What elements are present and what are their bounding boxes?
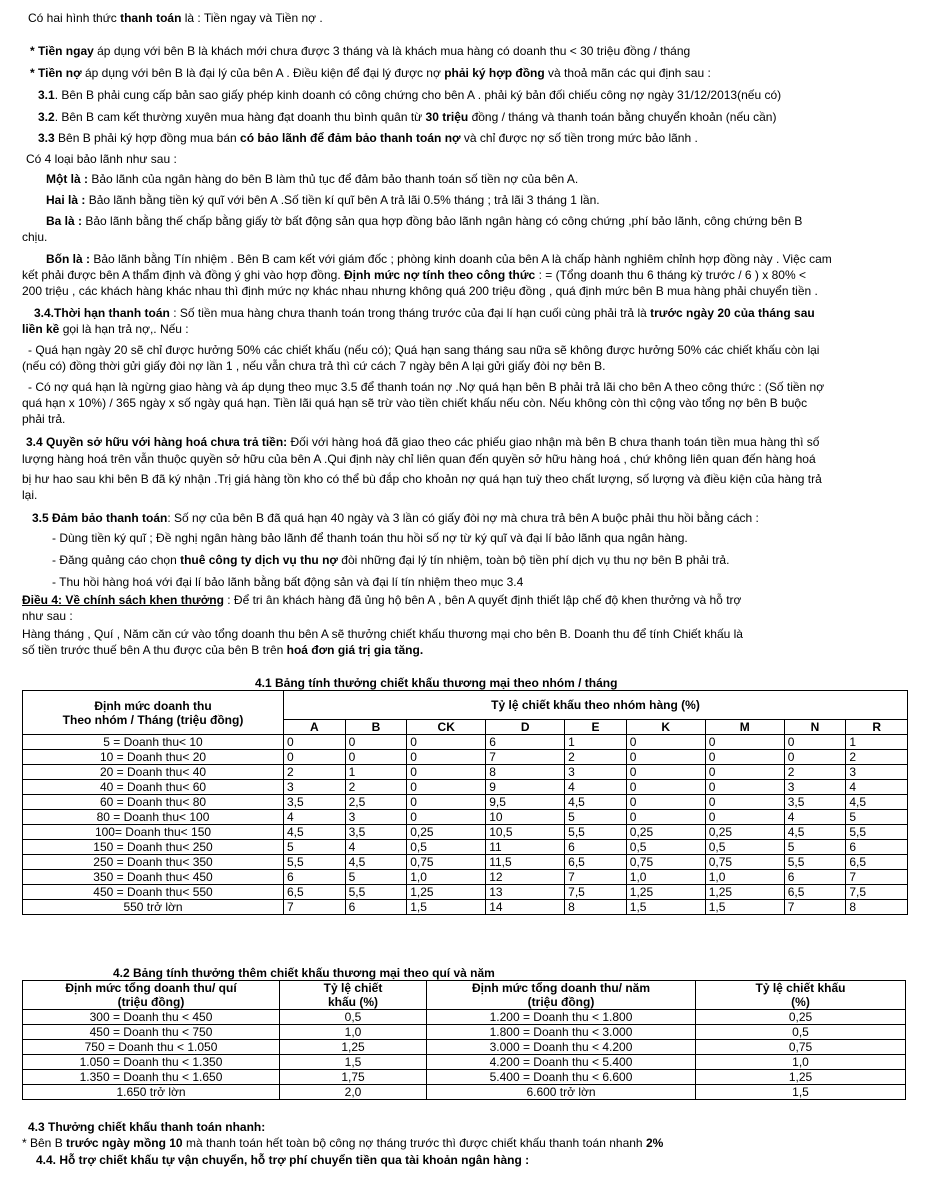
clause-number: 3.2 [38, 110, 55, 124]
revenue-band-cell: 450 = Doanh thu< 550 [23, 885, 284, 900]
text: Đối với hàng hoá đã giao theo các phiếu giao nhận mà bên B chưa thanh toán tiền mua hàng thì số [287, 435, 820, 449]
text-bold: phải ký hợp đồng [444, 66, 545, 80]
rate-cell: 5 [345, 870, 407, 885]
revenue-band-cell: 1.650 trở lờn [23, 1085, 280, 1100]
header-text: khấu (%) [327, 995, 378, 1009]
rate-cell: 2 [345, 780, 407, 795]
rate-cell: 7,5 [846, 885, 908, 900]
rate-cell: 7 [846, 870, 908, 885]
revenue-band-cell: 550 trở lờn [23, 900, 284, 915]
table-4-1 [22, 690, 908, 915]
ownership-line-4: lại. [22, 488, 38, 502]
rate-cell: 3 [784, 780, 846, 795]
rate-cell: 0 [784, 750, 846, 765]
recovery-item-3: - Thu hồi hàng hoá với đại lí bảo lãnh bằng bất động sản và đại lí tín nhiệm theo mục 3.4 [52, 575, 524, 589]
revenue-band-cell: 20 = Doanh thu< 40 [23, 765, 284, 780]
rate-cell: 0,5 [705, 840, 784, 855]
article-4-para-b [22, 643, 423, 658]
text: Bảo lãnh bằng thế chấp bằng giấy tờ bất động sản qua hợp đồng bảo lãnh ngân hàng có công chứng ,phí bảo lãnh, công chứng bên B [82, 214, 803, 228]
rate-cell: 1 [345, 765, 407, 780]
text-bold: liền kề [22, 322, 60, 336]
table-row [23, 1040, 906, 1055]
text-bold: 30 triệu [425, 110, 469, 124]
text-bold: 3.4.Thời hạn thanh toán [34, 306, 170, 320]
text: : Số tiền mua hàng chưa thanh toán trong tháng trước của đại lí hạn cuối cùng phải trả là [169, 306, 651, 320]
table-row [23, 825, 908, 840]
text-bold: thuê công ty dịch vụ thu nợ [180, 553, 338, 567]
text: : Số nợ của bên B đã quá hạn 40 ngày và 3 lần có giấy đòi nợ mà chưa trả bên A buộc phải thu hồi bằng cách : [167, 511, 759, 525]
text-bold: thanh toán [120, 11, 182, 25]
guarantee-four [46, 252, 832, 267]
rate-cell: 0 [626, 750, 705, 765]
rate-cell: 1,25 [407, 885, 486, 900]
table-row [23, 1085, 906, 1100]
rate-cell: 3 [565, 765, 627, 780]
text: đòi những đại lý tín nhiệm, toàn bộ tiền phí dịch vụ thu nợ bên B phải trả. [337, 553, 730, 567]
rate-cell: 11,5 [486, 855, 565, 870]
text: : Để tri ân khách hàng đã ủng hộ bên A , bên A quyết định thiết lập chế độ khen thưởng và hỗ trợ [223, 593, 742, 607]
rate-cell: 3 [345, 810, 407, 825]
rate-cell: 0 [705, 735, 784, 750]
section-3-4-term-cont [22, 322, 189, 337]
rate-cell: 0 [407, 810, 486, 825]
text: Bên B phải ký hợp đồng mua bán [54, 131, 241, 145]
rate-cell: 0 [705, 810, 784, 825]
article-4-line2: như sau : [22, 609, 73, 623]
revenue-band-cell: 80 = Doanh thu< 100 [23, 810, 284, 825]
revenue-band-cell: 100= Doanh thu< 150 [23, 825, 284, 840]
rate-cell: 1,0 [696, 1055, 906, 1070]
rate-cell: 6 [565, 840, 627, 855]
payment-forms-line [28, 11, 323, 26]
credit-line [30, 66, 711, 81]
clause-number: 3.1 [38, 88, 55, 102]
clause-3-3 [38, 131, 698, 146]
text: là : Tiền ngay và Tiền nợ . [181, 11, 323, 25]
cash-now-line [30, 44, 690, 59]
rate-cell: 0,75 [705, 855, 784, 870]
text: . Bên B cam kết thường xuyên mua hàng đạt doanh thu bình quân từ [54, 110, 426, 124]
revenue-band-cell: 150 = Doanh thu< 250 [23, 840, 284, 855]
header-text: (%) [791, 995, 810, 1009]
rate-cell: 1,25 [705, 885, 784, 900]
rate-cell: 0 [407, 795, 486, 810]
rate-cell: 9 [486, 780, 565, 795]
table-row [23, 780, 908, 795]
rate-cell: 4,5 [345, 855, 407, 870]
rate-cell: 1,5 [696, 1085, 906, 1100]
rate-cell: 5 [284, 840, 346, 855]
rate-cell: 7,5 [565, 885, 627, 900]
rate-cell: 0 [345, 735, 407, 750]
section-3-4-ownership [26, 435, 819, 450]
header-quarter-rate [280, 981, 427, 1010]
text-bold: Bốn là : [46, 252, 90, 266]
revenue-band-cell: 60 = Doanh thu< 80 [23, 795, 284, 810]
header-text: Định mức tổng doanh thu/ quí [65, 981, 237, 995]
rate-cell: 0,25 [705, 825, 784, 840]
rate-cell: 4 [784, 810, 846, 825]
rate-cell: 4 [846, 780, 908, 795]
text: - Đăng quảng cáo chọn [52, 553, 181, 567]
group-header-cell: B [345, 720, 407, 735]
rate-cell: 2 [784, 765, 846, 780]
revenue-band-cell: 450 = Doanh thu < 750 [23, 1025, 280, 1040]
table-row [23, 1025, 906, 1040]
rate-cell: 6 [846, 840, 908, 855]
table-4-2 [22, 980, 906, 1100]
rate-cell: 0 [284, 750, 346, 765]
rate-cell: 0 [407, 780, 486, 795]
revenue-band-cell: 6.600 trở lờn [427, 1085, 696, 1100]
rate-cell: 0 [626, 735, 705, 750]
header-text: Tỷ lệ chiết [323, 981, 383, 995]
recovery-item-1: - Dùng tiền ký quĩ ; Đề nghị ngân hàng bảo lãnh để thanh toán thu hồi số nợ từ ký quĩ và đại lí bảo lãnh qua ngân hàng. [52, 531, 688, 545]
revenue-band-cell: 5 = Doanh thu< 10 [23, 735, 284, 750]
text: . Bên B phải cung cấp bản sao giấy phép kinh doanh có công chứng cho bên A . phải ký bản đối chiếu công nợ ngày 31/12/2013(nếu có) [54, 88, 782, 102]
text: áp dụng với bên B là khách mới chưa được 3 tháng và là khách mua hàng có doanh thu < 30 triệu đồng / tháng [93, 44, 691, 58]
rate-cell: 2 [284, 765, 346, 780]
rate-cell: 0,25 [696, 1010, 906, 1025]
ownership-line-2: lượng hàng hoá trên vẫn thuộc quyền sở hữu của bên A .Qui định này chỉ liên quan đến quyền sở hữu hàng hoá , chứ không liên quan đến hàng hoá [22, 452, 816, 466]
rate-cell: 7 [284, 900, 346, 915]
article-title: Điều 4: Về chính sách khen thưởng [22, 593, 224, 607]
rate-cell: 7 [784, 900, 846, 915]
rate-cell: 5 [846, 810, 908, 825]
table-4-2-title: 4.2 Bảng tính thưởng thêm chiết khấu thương mại theo quí và năm [113, 966, 495, 980]
revenue-band-cell: 1.800 = Doanh thu < 3.000 [427, 1025, 696, 1040]
group-header-cell: E [565, 720, 627, 735]
table-row [23, 870, 908, 885]
header-text: Tỷ lệ chiết khấu [755, 981, 846, 995]
text-bold: Ba là : [46, 214, 83, 228]
revenue-band-cell: 1.350 = Doanh thu < 1.650 [23, 1070, 280, 1085]
rate-cell: 6 [345, 900, 407, 915]
revenue-band-cell: 750 = Doanh thu < 1.050 [23, 1040, 280, 1055]
text: gọi là hạn trả nợ,. Nếu : [59, 322, 189, 336]
article-4-para-a: Hàng tháng , Quí , Năm căn cứ vào tổng doanh thu bên A sẽ thưởng chiết khấu thương mại cho bên B. Doanh thu để tính Chiết khấu là [22, 627, 743, 641]
rate-cell: 0 [626, 810, 705, 825]
section-3-5 [32, 511, 759, 526]
table-row [23, 885, 908, 900]
rate-cell: 2,5 [345, 795, 407, 810]
rate-cell: 0,5 [280, 1010, 427, 1025]
rate-cell: 5,5 [565, 825, 627, 840]
text: mà thanh toán hết toàn bộ công nợ tháng trước thì được chiết khấu thanh toán nhanh [182, 1136, 646, 1150]
rate-cell: 6,5 [284, 885, 346, 900]
revenue-band-cell: 40 = Doanh thu< 60 [23, 780, 284, 795]
rate-cell: 12 [486, 870, 565, 885]
rate-cell: 3,5 [784, 795, 846, 810]
rate-cell: 0,75 [407, 855, 486, 870]
header-text: (triệu đồng) [117, 995, 185, 1009]
rate-cell: 0,5 [407, 840, 486, 855]
text-bold: Định mức nợ tính theo công thức [344, 268, 536, 282]
rate-cell: 1,5 [626, 900, 705, 915]
rate-cell: 8 [486, 765, 565, 780]
rate-cell: 0 [345, 750, 407, 765]
text-bold: 3.5 Đảm bảo thanh toán [32, 511, 168, 525]
rate-cell: 1,0 [280, 1025, 427, 1040]
rate-cell: 1,0 [407, 870, 486, 885]
clause-number: 3.3 [38, 131, 55, 145]
revenue-band-cell: 10 = Doanh thu< 20 [23, 750, 284, 765]
recovery-item-2 [52, 553, 729, 568]
table-4-1-title: 4.1 Bảng tính thưởng chiết khấu thương mại theo nhóm / tháng [255, 676, 618, 690]
rate-cell: 3,5 [345, 825, 407, 840]
rate-cell: 0 [705, 780, 784, 795]
guarantee-three-cont: chịu. [22, 230, 48, 244]
rate-cell: 0 [784, 735, 846, 750]
rate-cell: 3 [284, 780, 346, 795]
table-row [23, 1010, 906, 1025]
clause-3-2 [38, 110, 776, 125]
guarantee-two [46, 193, 600, 208]
rate-cell: 5 [784, 840, 846, 855]
rate-cell: 0,5 [626, 840, 705, 855]
table-row [23, 855, 908, 870]
overdue-para-2-a: - Có nợ quá hạn là ngừng giao hàng và áp dụng theo mục 3.5 để thanh toán nợ .Nợ quá hạn bên B phải trả lãi cho bên A theo công thức : (Số tiền nợ [28, 380, 825, 394]
rate-cell: 5,5 [784, 855, 846, 870]
rate-cell: 0 [626, 780, 705, 795]
rate-cell: 0 [407, 765, 486, 780]
rate-cell: 1,5 [407, 900, 486, 915]
rate-cell: 4 [565, 780, 627, 795]
section-3-4-term [34, 306, 815, 321]
rate-cell: 1 [846, 735, 908, 750]
rate-cell: 0 [705, 750, 784, 765]
text: và thoả mãn các qui định sau : [544, 66, 711, 80]
overdue-para-2-b: quá hạn x 10%) / 365 ngày x số ngày quá hạn. Tiền lãi quá hạn sẽ trừ vào tiền chiết khấu nếu còn. Nếu không còn thì cộng vào tổng nợ bên B buộc [22, 396, 808, 410]
rate-cell: 0 [705, 795, 784, 810]
guarantee-heading: Có 4 loại bảo lãnh như sau : [26, 152, 177, 166]
rate-cell: 6,5 [846, 855, 908, 870]
rate-cell: 5,5 [846, 825, 908, 840]
header-revenue-norm [23, 691, 284, 735]
table-row [23, 840, 908, 855]
rate-cell: 5 [565, 810, 627, 825]
rate-cell: 0 [407, 750, 486, 765]
overdue-para-1-a: - Quá hạn ngày 20 sẽ chỉ được hưởng 50% các chiết khấu (nếu có); Quá hạn sang tháng sau nữa sẽ không được hưởng 50% các chiết khấu còn lại [28, 343, 820, 357]
rate-cell: 0,75 [626, 855, 705, 870]
overdue-para-2-c: phải trả. [22, 412, 66, 426]
revenue-band-cell: 300 = Doanh thu < 450 [23, 1010, 280, 1025]
section-4-3-text [22, 1136, 663, 1151]
rate-cell: 6 [486, 735, 565, 750]
rate-cell: 13 [486, 885, 565, 900]
header-text: Theo nhóm / Tháng (triệu đồng) [62, 712, 244, 727]
section-4-3-title: 4.3 Thưởng chiết khấu thanh toán nhanh: [28, 1120, 266, 1134]
table-row [23, 1070, 906, 1085]
text: kết phải được bên A thẩm định và đồng ý ghi vào hợp đồng. [22, 268, 344, 282]
text-bold: 2% [645, 1136, 664, 1150]
rate-cell: 3 [846, 765, 908, 780]
table-row [23, 735, 908, 750]
text-bold: Hai là : [46, 193, 86, 207]
rate-cell: 4,5 [284, 825, 346, 840]
rate-cell: 4,5 [784, 825, 846, 840]
revenue-band-cell: 1.050 = Doanh thu < 1.350 [23, 1055, 280, 1070]
rate-cell: 0 [626, 795, 705, 810]
revenue-band-cell: 4.200 = Doanh thu < 5.400 [427, 1055, 696, 1070]
revenue-band-cell: 5.400 = Doanh thu < 6.600 [427, 1070, 696, 1085]
text: và chỉ được nợ số tiền trong mức bảo lãnh . [460, 131, 698, 145]
table-row [23, 1055, 906, 1070]
rate-cell: 2 [565, 750, 627, 765]
text: Bảo lãnh bằng tiền ký quĩ với bên A .Số tiền kí quĩ bên A trả lãi 0.5% tháng ; trả lãi 3 tháng 1 lần. [85, 193, 600, 207]
rate-cell: 8 [565, 900, 627, 915]
revenue-band-cell: 3.000 = Doanh thu < 4.200 [427, 1040, 696, 1055]
text: Bảo lãnh của ngân hàng do bên B làm thủ tục để đảm bảo thanh toán số tiền nợ của bên A. [88, 172, 579, 186]
table-header-row [23, 981, 906, 1010]
rate-cell: 1,0 [705, 870, 784, 885]
rate-cell: 0 [626, 765, 705, 780]
table-row [23, 900, 908, 915]
rate-cell: 6,5 [565, 855, 627, 870]
rate-cell: 7 [565, 870, 627, 885]
guarantee-four-line2 [22, 268, 806, 283]
rate-cell: 2 [846, 750, 908, 765]
ownership-line-3: bị hư hao sau khi bên B đã ký nhận .Trị giá hàng tồn kho có thể bù đắp cho khoản nợ quá hạn tuỳ theo chất lượng, số lượng và điều kiện của hàng trả [22, 472, 822, 486]
group-header-cell: R [846, 720, 908, 735]
table-row [23, 810, 908, 825]
revenue-band-cell: 1.200 = Doanh thu < 1.800 [427, 1010, 696, 1025]
rate-cell: 1,0 [626, 870, 705, 885]
rate-cell: 1,25 [626, 885, 705, 900]
overdue-para-1-b: (nếu có) đồng thời gửi giấy đòi nợ lần 1 , nếu vẫn chưa trả thì cứ cách 7 ngày bên A lại gửi giấy đòi nợ bên B. [22, 359, 606, 373]
rate-cell: 1,5 [705, 900, 784, 915]
group-header-cell: N [784, 720, 846, 735]
rate-cell: 1,75 [280, 1070, 427, 1085]
rate-cell: 4,5 [565, 795, 627, 810]
text: áp dụng với bên B là đại lý của bên A . Điều kiện để đại lý được nợ [81, 66, 445, 80]
section-4-4-title: 4.4. Hỗ trợ chiết khấu tự vận chuyển, hỗ trợ phí chuyển tiền qua tài khoản ngân hàng : [36, 1153, 530, 1167]
rate-cell: 0 [284, 735, 346, 750]
rate-cell: 0,25 [407, 825, 486, 840]
text-bold: * Tiền nợ [30, 66, 82, 80]
table-row [23, 765, 908, 780]
rate-cell: 0 [407, 735, 486, 750]
text-bold: có bảo lãnh để đảm bảo thanh toán nợ [240, 131, 461, 145]
group-header-cell: K [626, 720, 705, 735]
header-quarter-norm [23, 981, 280, 1010]
rate-cell: 1,25 [280, 1040, 427, 1055]
guarantee-four-line3: 200 triệu , các khách hàng khác nhau thì định mức nợ khác nhau nhưng không quá 200 triệu đồng , quá định mức bên B mua hàng phải chuyển tiền . [22, 284, 818, 298]
text: đồng / tháng và thanh toán bằng chuyển khoản (nếu cần) [468, 110, 777, 124]
group-header-cell: A [284, 720, 346, 735]
text-bold: trước ngày mồng 10 [66, 1136, 183, 1150]
rate-cell: 8 [846, 900, 908, 915]
group-header-cell: D [486, 720, 565, 735]
header-text: (triệu đồng) [527, 995, 595, 1009]
rate-cell: 1,25 [696, 1070, 906, 1085]
rate-cell: 1 [565, 735, 627, 750]
rate-cell: 0 [705, 765, 784, 780]
rate-cell: 6 [784, 870, 846, 885]
rate-cell: 10 [486, 810, 565, 825]
rate-cell: 14 [486, 900, 565, 915]
text: : = (Tổng doanh thu 6 tháng kỳ trước / 6 ) x 80% < [535, 268, 806, 282]
rate-cell: 0,5 [696, 1025, 906, 1040]
text: * Bên B [22, 1136, 67, 1150]
rate-cell: 10,5 [486, 825, 565, 840]
text: số tiền trước thuế bên A thu được của bên B trên [22, 643, 287, 657]
rate-cell: 1,5 [280, 1055, 427, 1070]
text: Bảo lãnh bằng Tín nhiệm . Bên B cam kết với giám đốc ; phòng kinh doanh của bên A là chấp hành nghiêm chỉnh hợp đồng này . Việc cam [90, 252, 832, 266]
group-header-cell: M [705, 720, 784, 735]
rate-cell: 0,25 [626, 825, 705, 840]
text-bold: 3.4 Quyền sở hữu với hàng hoá chưa trả tiền: [26, 435, 288, 449]
text-bold: * Tiền ngay [30, 44, 94, 58]
rate-cell: 7 [486, 750, 565, 765]
header-text: Định mức tổng doanh thu/ năm [471, 981, 650, 995]
rate-cell: 5,5 [345, 885, 407, 900]
text-bold: trước ngày 20 của tháng sau [650, 306, 815, 320]
header-year-norm [427, 981, 696, 1010]
rate-cell: 2,0 [280, 1085, 427, 1100]
revenue-band-cell: 250 = Doanh thu< 350 [23, 855, 284, 870]
rate-cell: 6 [284, 870, 346, 885]
header-discount-rate: Tỷ lệ chiết khấu theo nhóm hàng (%) [284, 691, 908, 720]
rate-cell: 6,5 [784, 885, 846, 900]
rate-cell: 5,5 [284, 855, 346, 870]
revenue-band-cell: 350 = Doanh thu< 450 [23, 870, 284, 885]
table-header-row [23, 691, 908, 720]
rate-cell: 4 [345, 840, 407, 855]
text: Có hai hình thức [28, 11, 121, 25]
text-bold: Một là : [46, 172, 88, 186]
rate-cell: 3,5 [284, 795, 346, 810]
header-text: Định mức doanh thu [94, 698, 212, 713]
table-row [23, 795, 908, 810]
rate-cell: 0,75 [696, 1040, 906, 1055]
header-year-rate [696, 981, 906, 1010]
article-4-heading [22, 593, 741, 608]
clause-3-1 [38, 88, 781, 103]
rate-cell: 4,5 [846, 795, 908, 810]
text-bold: hoá đơn giá trị gia tăng. [286, 643, 424, 657]
group-header-cell: CK [407, 720, 486, 735]
rate-cell: 4 [284, 810, 346, 825]
guarantee-one [46, 172, 578, 187]
rate-cell: 11 [486, 840, 565, 855]
table-row [23, 750, 908, 765]
guarantee-three [46, 214, 802, 229]
rate-cell: 9,5 [486, 795, 565, 810]
